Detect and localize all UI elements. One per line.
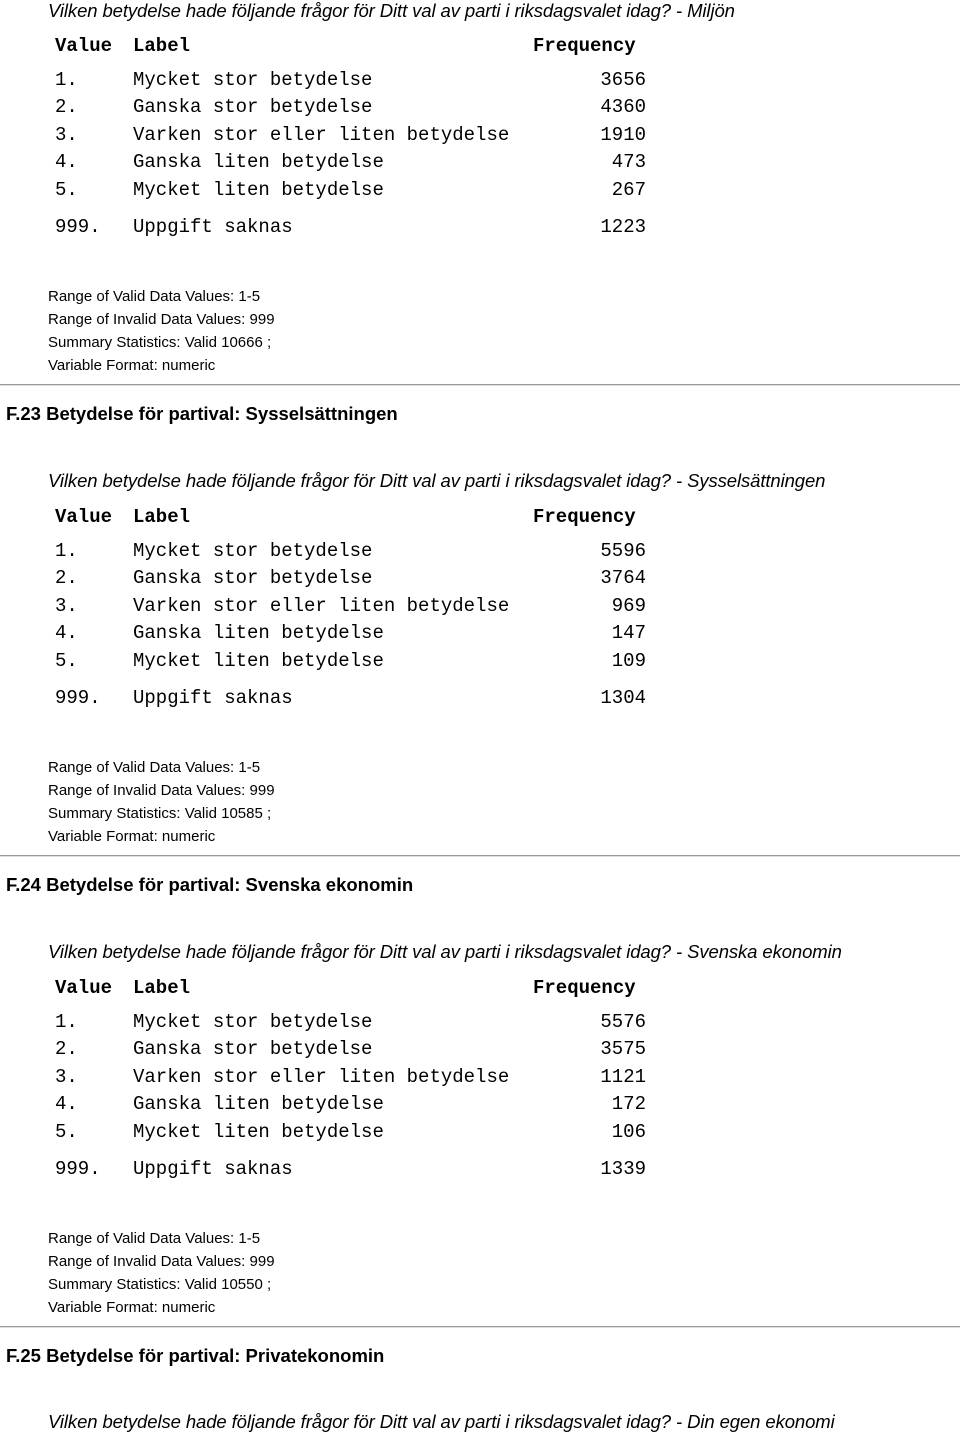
section-title: F.24 Betydelse för partival: Svenska ekonomin	[6, 874, 414, 895]
summary-statistics-text: Summary Statistics: Valid 10550 ;	[48, 1276, 272, 1293]
row-label: Varken stor eller liten betydelse	[133, 595, 510, 617]
row-label: Mycket stor betydelse	[133, 1011, 373, 1033]
row-label: Mycket liten betydelse	[133, 650, 384, 672]
row-frequency: 3656	[600, 69, 646, 91]
row-frequency: 172	[611, 1093, 646, 1115]
row-value: 4.	[55, 151, 78, 173]
section-divider	[0, 384, 960, 386]
question-text: Vilken betydelse hade följande frågor för Ditt val av parti i riksdagsvalet idag? - Sysselsättningen	[48, 470, 826, 491]
row-value: 2.	[55, 96, 78, 118]
question-text: Vilken betydelse hade följande frågor för Ditt val av parti i riksdagsvalet idag? - Svenska ekonomin	[48, 941, 842, 962]
row-value: 4.	[55, 1093, 78, 1115]
row-value: 5.	[55, 179, 78, 201]
row-frequency: 3575	[600, 1038, 646, 1060]
row-label: Ganska stor betydelse	[133, 567, 373, 589]
column-header-value: Value	[55, 506, 113, 528]
variable-format-text: Variable Format: numeric	[48, 357, 216, 374]
row-value: 3.	[55, 124, 78, 146]
row-value: 1.	[55, 69, 78, 91]
row-frequency: 969	[611, 595, 646, 617]
row-label: Varken stor eller liten betydelse	[133, 1066, 510, 1088]
row-value: 2.	[55, 567, 78, 589]
row-label: Ganska liten betydelse	[133, 151, 384, 173]
row-frequency: 106	[611, 1121, 646, 1143]
row-value: 3.	[55, 1066, 78, 1088]
row-value: 4.	[55, 622, 78, 644]
summary-statistics-text: Summary Statistics: Valid 10585 ;	[48, 805, 272, 822]
row-value: 2.	[55, 1038, 78, 1060]
row-label: Ganska stor betydelse	[133, 96, 373, 118]
row-label: Uppgift saknas	[133, 1158, 293, 1180]
question-text: Vilken betydelse hade följande frågor för Ditt val av parti i riksdagsvalet idag? - Din egen ekonomi	[48, 1411, 835, 1432]
row-value: 999.	[55, 216, 101, 238]
row-frequency: 1121	[600, 1066, 646, 1088]
row-label: Mycket liten betydelse	[133, 1121, 384, 1143]
column-header-frequency: Frequency	[533, 977, 636, 999]
valid-range-text: Range of Valid Data Values: 1-5	[48, 1230, 261, 1247]
variable-format-text: Variable Format: numeric	[48, 1299, 216, 1316]
row-label: Mycket stor betydelse	[133, 540, 373, 562]
row-label: Ganska stor betydelse	[133, 1038, 373, 1060]
row-frequency: 473	[611, 151, 646, 173]
row-label: Varken stor eller liten betydelse	[133, 124, 510, 146]
variable-format-text: Variable Format: numeric	[48, 828, 216, 845]
row-frequency: 4360	[600, 96, 646, 118]
row-frequency: 267	[611, 179, 646, 201]
invalid-range-text: Range of Invalid Data Values: 999	[48, 1253, 275, 1270]
row-frequency: 1223	[600, 216, 646, 238]
row-label: Uppgift saknas	[133, 687, 293, 709]
row-frequency: 109	[611, 650, 646, 672]
column-header-frequency: Frequency	[533, 506, 636, 528]
row-value: 1.	[55, 1011, 78, 1033]
row-frequency: 1339	[600, 1158, 646, 1180]
row-value: 1.	[55, 540, 78, 562]
row-frequency: 1910	[600, 124, 646, 146]
column-header-value: Value	[55, 977, 113, 999]
row-label: Ganska liten betydelse	[133, 622, 384, 644]
section-divider	[0, 855, 960, 857]
column-header-label: Label	[133, 977, 191, 999]
row-label: Ganska liten betydelse	[133, 1093, 384, 1115]
column-header-value: Value	[55, 35, 113, 57]
section-divider	[0, 1326, 960, 1328]
valid-range-text: Range of Valid Data Values: 1-5	[48, 288, 261, 305]
invalid-range-text: Range of Invalid Data Values: 999	[48, 311, 275, 328]
valid-range-text: Range of Valid Data Values: 1-5	[48, 759, 261, 776]
row-label: Mycket liten betydelse	[133, 179, 384, 201]
row-value: 5.	[55, 1121, 78, 1143]
summary-statistics-text: Summary Statistics: Valid 10666 ;	[48, 334, 272, 351]
row-frequency: 3764	[600, 567, 646, 589]
row-frequency: 5596	[600, 540, 646, 562]
row-label: Mycket stor betydelse	[133, 69, 373, 91]
row-value: 3.	[55, 595, 78, 617]
row-label: Uppgift saknas	[133, 216, 293, 238]
question-text: Vilken betydelse hade följande frågor för Ditt val av parti i riksdagsvalet idag? - Miljön	[48, 0, 735, 21]
column-header-frequency: Frequency	[533, 35, 636, 57]
column-header-label: Label	[133, 35, 191, 57]
invalid-range-text: Range of Invalid Data Values: 999	[48, 782, 275, 799]
row-frequency: 5576	[600, 1011, 646, 1033]
row-frequency: 147	[611, 622, 646, 644]
section-title: F.25 Betydelse för partival: Privatekonomin	[6, 1345, 385, 1366]
row-value: 5.	[55, 650, 78, 672]
section-title: F.23 Betydelse för partival: Sysselsättningen	[6, 403, 398, 424]
row-value: 999.	[55, 1158, 101, 1180]
row-frequency: 1304	[600, 687, 646, 709]
column-header-label: Label	[133, 506, 191, 528]
row-value: 999.	[55, 687, 101, 709]
